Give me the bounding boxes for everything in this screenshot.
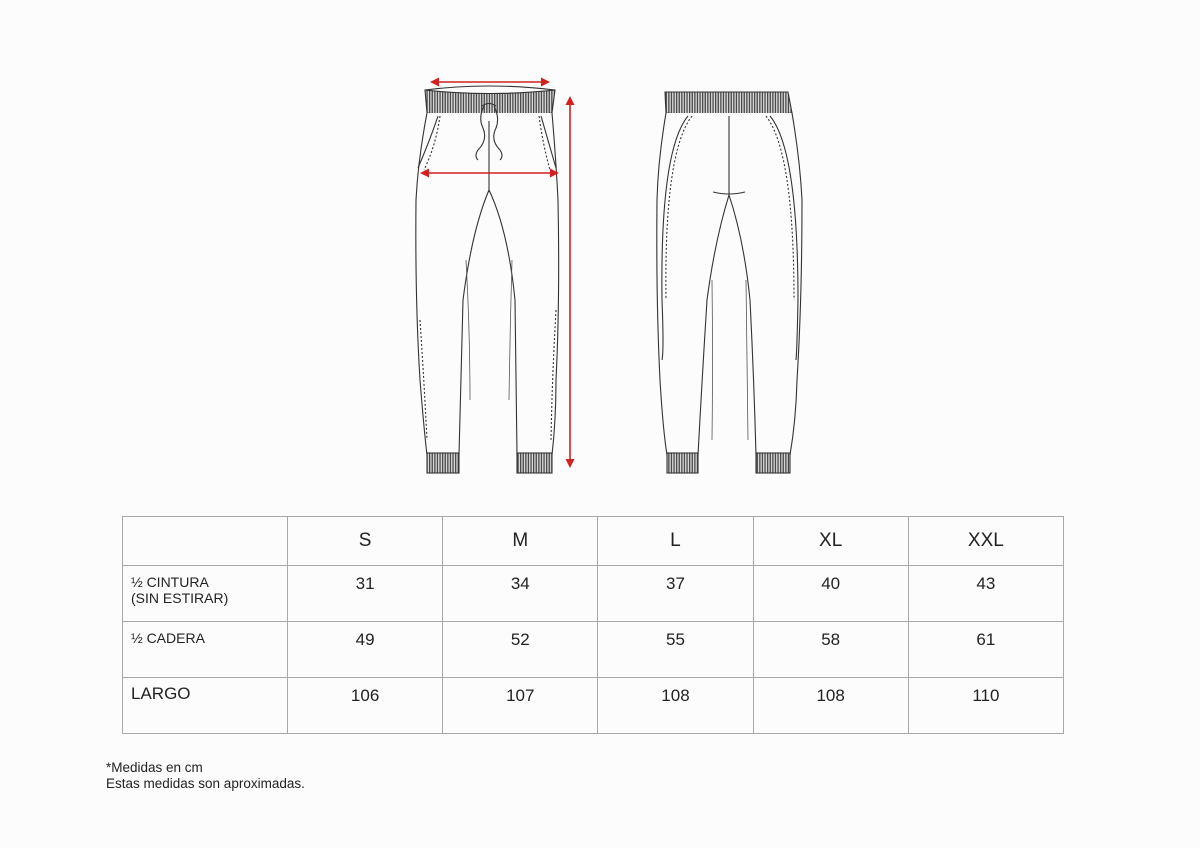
table-cell: 108	[753, 678, 908, 734]
table-cell: 34	[443, 566, 598, 622]
table-cell: 37	[598, 566, 753, 622]
size-header-cell: L	[598, 517, 753, 566]
row-label-line: (SIN ESTIRAR)	[131, 590, 229, 606]
row-label-line: LARGO	[131, 684, 191, 703]
jogger-pants-back-icon	[657, 92, 802, 473]
table-cell: 43	[908, 566, 1063, 622]
table-cell: 40	[753, 566, 908, 622]
row-label-hip	[123, 622, 288, 678]
row-label-length	[123, 678, 288, 734]
row-label-waist	[123, 566, 288, 622]
table-cell: 52	[443, 622, 598, 678]
table-cell: 61	[908, 622, 1063, 678]
size-header-cell: XL	[753, 517, 908, 566]
size-header-cell: S	[288, 517, 443, 566]
table-cell: 110	[908, 678, 1063, 734]
row-label-line: ½ CINTURA	[131, 574, 209, 590]
empty-header-cell	[123, 517, 288, 566]
table-row	[123, 622, 1064, 678]
measurement-notes	[106, 760, 305, 792]
size-header-cell: XXL	[908, 517, 1063, 566]
row-label-line: ½ CADERA	[131, 630, 205, 646]
table-cell: 55	[598, 622, 753, 678]
note-approximate: Estas medidas son aproximadas.	[106, 776, 305, 791]
size-chart-table	[122, 516, 1064, 734]
table-row	[123, 566, 1064, 622]
table-cell: 107	[443, 678, 598, 734]
table-cell: 58	[753, 622, 908, 678]
table-cell: 108	[598, 678, 753, 734]
note-units: *Medidas en cm	[106, 760, 203, 775]
table-cell: 106	[288, 678, 443, 734]
table-row	[123, 678, 1064, 734]
size-header-cell: M	[443, 517, 598, 566]
table-cell: 31	[288, 566, 443, 622]
jogger-pants-front-icon	[416, 86, 559, 473]
size-header-row	[123, 517, 1064, 566]
table-cell: 49	[288, 622, 443, 678]
